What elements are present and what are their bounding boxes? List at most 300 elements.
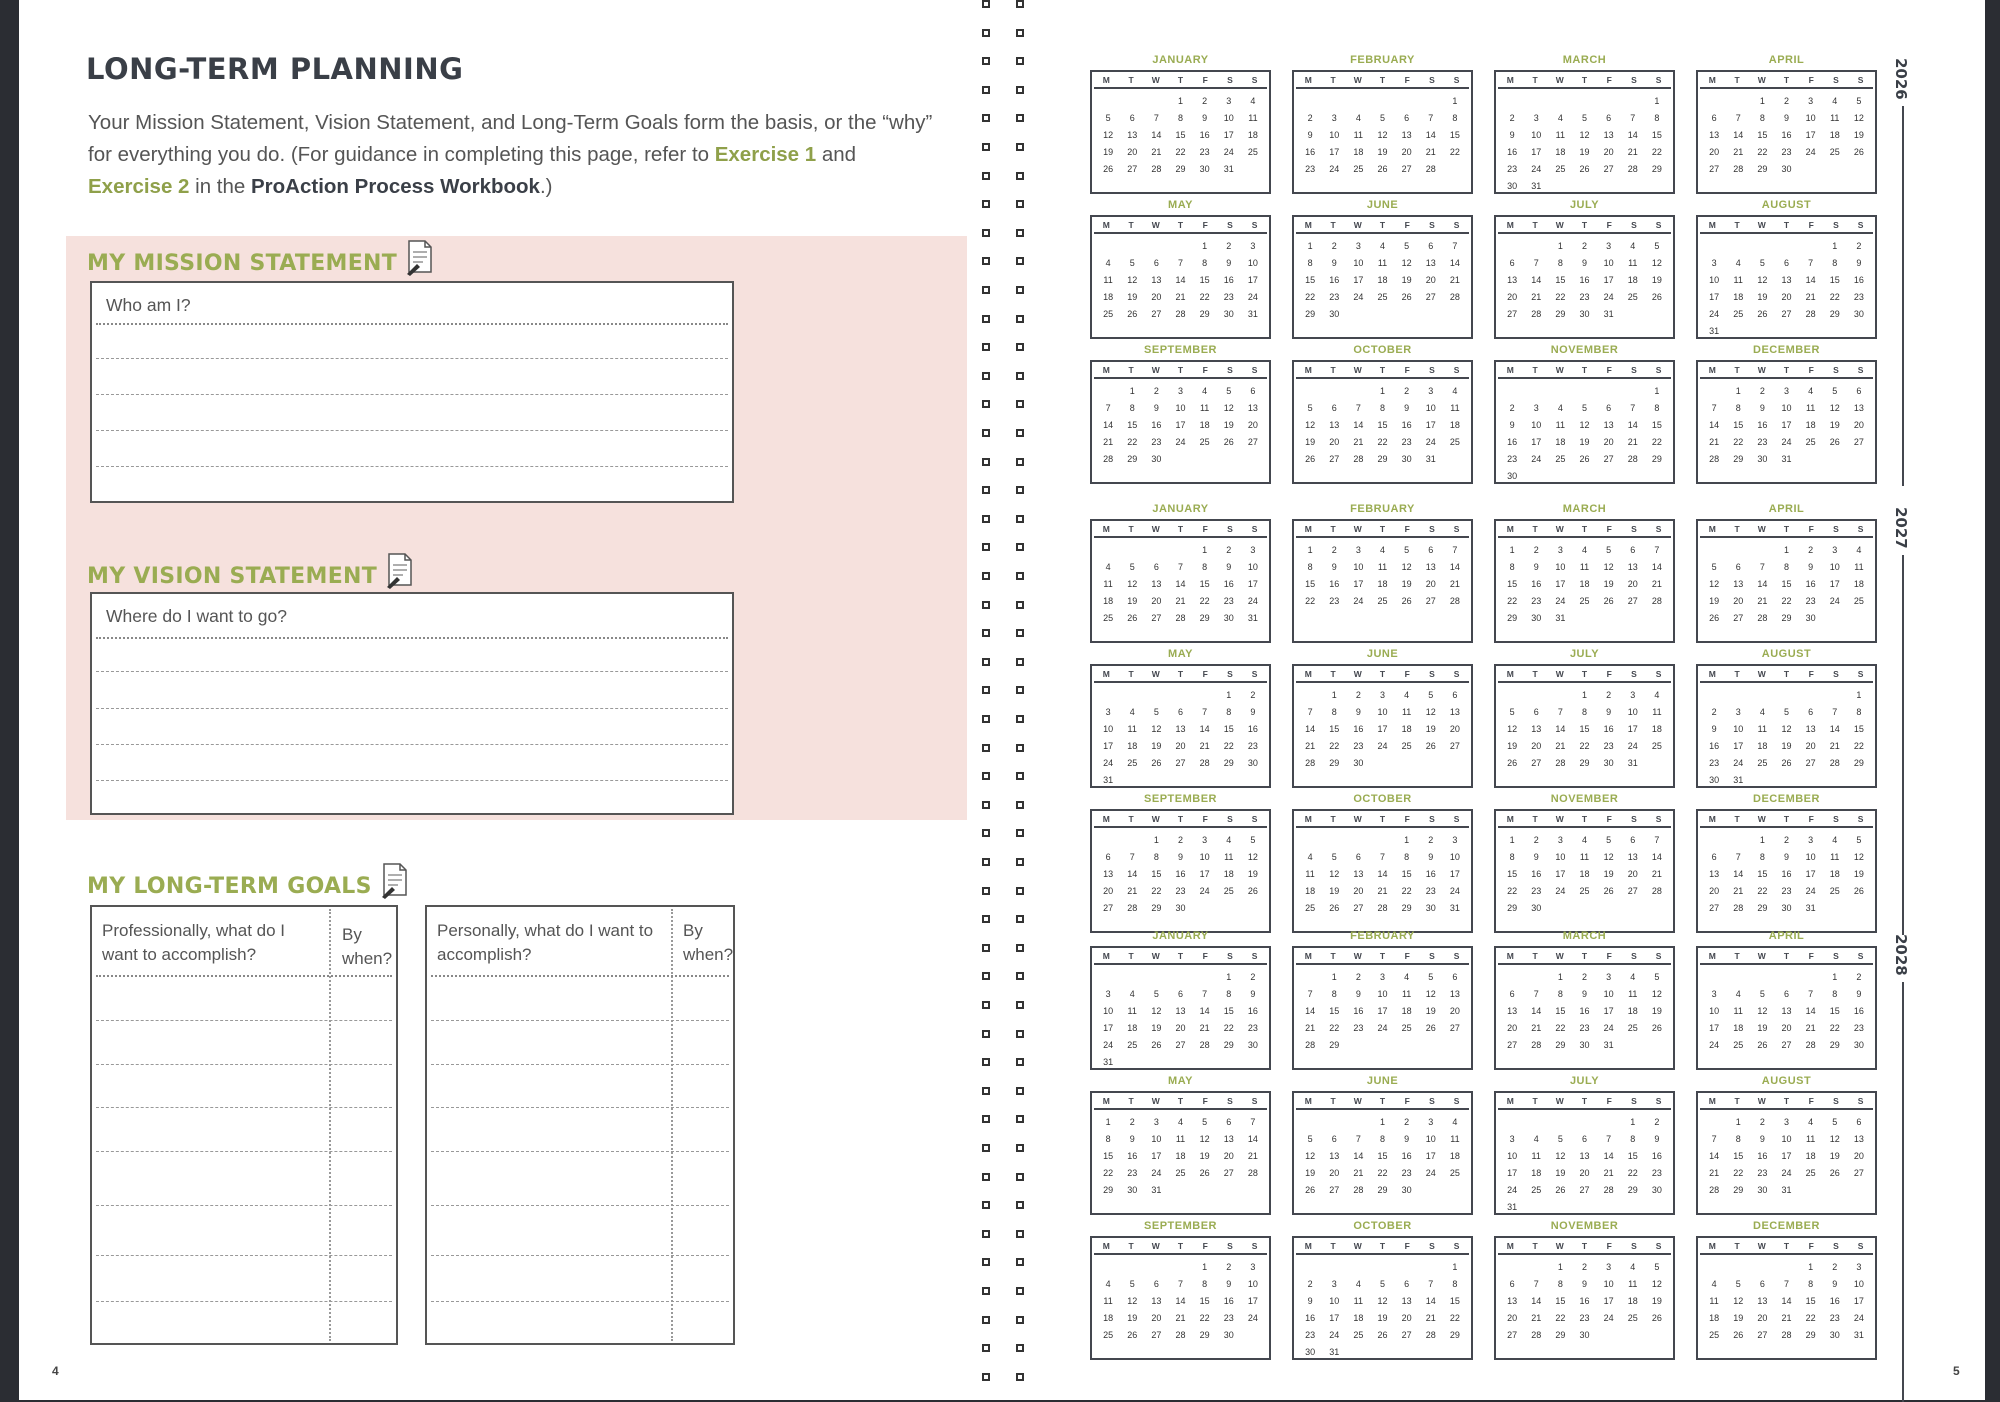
day-cell: 10	[1603, 989, 1614, 999]
day-cell-empty	[1298, 690, 1322, 707]
day-cell: 15	[1401, 869, 1412, 879]
day-cell: 21	[1603, 1168, 1614, 1178]
binding-hole	[1016, 629, 1024, 637]
day-cell: 30	[1853, 309, 1864, 319]
day-cell: 27	[1449, 1023, 1460, 1033]
day-cell: 14	[1733, 130, 1744, 140]
day-cell: 25	[1555, 164, 1566, 174]
day-cell: 29	[1305, 309, 1316, 319]
day-cell: 10	[1247, 258, 1258, 268]
day-cell: 12	[1401, 258, 1412, 268]
day-cell: 8	[1557, 1279, 1563, 1289]
day-cell: 27	[1627, 596, 1638, 606]
day-cell: 15	[1223, 1006, 1234, 1016]
day-cell: 6	[1129, 113, 1135, 123]
day-cell: 25	[1449, 437, 1460, 447]
weekday-label: F	[1202, 220, 1208, 230]
day-cell: 27	[1127, 164, 1138, 174]
spiral-binding	[967, 0, 1000, 1400]
day-grid	[1702, 96, 1871, 181]
day-cell: 13	[1627, 562, 1638, 572]
day-cell: 29	[1781, 613, 1792, 623]
day-cell-empty	[1144, 96, 1168, 113]
day-cell: 1	[1452, 96, 1458, 106]
day-cell: 7	[1202, 989, 1208, 999]
day-cell: 12	[1305, 1151, 1316, 1161]
binding-hole	[982, 486, 990, 494]
weekday-label: F	[1808, 1096, 1814, 1106]
day-cell: 5	[1581, 113, 1587, 123]
day-cell: 15	[1781, 579, 1792, 589]
day-cell: 25	[1579, 596, 1590, 606]
left-page	[19, 0, 967, 1400]
day-cell: 5	[1153, 707, 1159, 717]
day-cell: 18	[1829, 869, 1840, 879]
binding-hole	[1016, 601, 1024, 609]
weekday-label: T	[1783, 524, 1790, 534]
write-line	[96, 1255, 392, 1256]
weekday-label: W	[1151, 951, 1160, 961]
day-cell: 1	[1735, 1117, 1741, 1127]
day-cell: 23	[1651, 1168, 1662, 1178]
day-grid	[1702, 690, 1871, 792]
day-cell: 22	[1223, 741, 1234, 751]
write-line	[96, 394, 728, 395]
binding-hole	[1016, 257, 1024, 265]
day-cell: 12	[1507, 724, 1518, 734]
day-cell: 1	[1654, 96, 1660, 106]
month-grid-box	[1090, 1091, 1271, 1215]
day-cell: 7	[1735, 113, 1741, 123]
day-cell: 18	[1627, 1006, 1638, 1016]
weekday-header	[1700, 668, 1873, 683]
day-cell: 31	[1223, 164, 1234, 174]
day-cell: 18	[1247, 130, 1258, 140]
day-cell: 19	[1329, 886, 1340, 896]
day-cell: 12	[1757, 1006, 1768, 1016]
weekday-label: M	[1708, 1241, 1716, 1251]
weekday-label: F	[1808, 951, 1814, 961]
day-cell: 26	[1829, 1168, 1840, 1178]
day-cell: 24	[1329, 1330, 1340, 1340]
day-cell: 3	[1808, 96, 1814, 106]
day-cell: 28	[1555, 758, 1566, 768]
day-cell: 13	[1805, 724, 1816, 734]
day-cell: 28	[1425, 164, 1436, 174]
weekday-label: W	[1353, 365, 1362, 375]
write-line	[96, 1107, 392, 1108]
day-cell: 2	[1759, 386, 1765, 396]
weekday-header	[1094, 1095, 1267, 1110]
day-cell: 18	[1305, 886, 1316, 896]
weekday-label: T	[1177, 951, 1184, 961]
day-cell: 4	[1226, 835, 1232, 845]
year-label: 2026	[1892, 58, 1910, 100]
weekday-label: T	[1128, 814, 1134, 824]
day-cell: 9	[1759, 403, 1765, 413]
day-cell: 14	[1199, 1006, 1210, 1016]
day-cell: 2	[1428, 835, 1434, 845]
day-cell: 6	[1711, 113, 1717, 123]
day-cell: 1	[1759, 835, 1765, 845]
day-cell: 11	[1103, 275, 1113, 285]
month-grid-box	[1292, 70, 1473, 194]
day-cell: 31	[1853, 1330, 1864, 1340]
day-cell: 24	[1555, 596, 1566, 606]
weekday-label: M	[1304, 75, 1312, 85]
day-cell: 2	[1533, 835, 1539, 845]
day-cell: 23	[1507, 454, 1518, 464]
day-cell: 14	[1377, 869, 1388, 879]
month-name: JUNE	[1366, 199, 1399, 211]
day-cell: 12	[1151, 724, 1162, 734]
day-cell: 25	[1127, 758, 1138, 768]
day-cell: 21	[1425, 147, 1436, 157]
day-cell: 3	[1533, 403, 1539, 413]
mission-statement-box[interactable]	[90, 281, 734, 503]
day-cell: 19	[1377, 147, 1388, 157]
day-cell: 29	[1507, 903, 1518, 913]
day-cell: 19	[1603, 579, 1614, 589]
binding-hole	[982, 114, 990, 122]
day-cell: 21	[1247, 1151, 1258, 1161]
day-cell: 19	[1829, 1151, 1840, 1161]
day-cell: 4	[1129, 989, 1135, 999]
weekday-label: S	[1655, 524, 1662, 534]
day-cell: 20	[1329, 437, 1340, 447]
day-cell: 18	[1733, 292, 1744, 302]
weekday-label: T	[1177, 669, 1184, 679]
day-cell: 16	[1709, 741, 1720, 751]
day-cell: 29	[1757, 164, 1768, 174]
weekday-label: T	[1128, 1096, 1134, 1106]
weekday-header	[1700, 1095, 1873, 1110]
day-cell: 30	[1247, 1040, 1258, 1050]
day-cell: 21	[1709, 1168, 1720, 1178]
weekday-label: T	[1128, 951, 1134, 961]
day-cell: 19	[1223, 420, 1234, 430]
day-cell: 26	[1651, 1313, 1662, 1323]
weekday-label: W	[1151, 1096, 1160, 1106]
day-cell: 10	[1175, 403, 1186, 413]
day-cell-empty	[1799, 972, 1823, 989]
day-cell: 16	[1757, 1151, 1768, 1161]
day-cell: 7	[1177, 1279, 1183, 1289]
day-cell: 1	[1307, 545, 1313, 555]
day-cell: 6	[1105, 852, 1111, 862]
day-cell: 23	[1531, 596, 1542, 606]
day-cell: 19	[1103, 147, 1114, 157]
day-cell: 8	[1226, 989, 1232, 999]
day-cell: 9	[1783, 852, 1789, 862]
day-cell: 13	[1401, 1296, 1412, 1306]
day-cell: 10	[1805, 113, 1816, 123]
vision-statement-box[interactable]	[90, 592, 734, 815]
weekday-label: T	[1379, 951, 1386, 961]
write-line	[431, 1151, 729, 1152]
day-cell: 25	[1829, 147, 1840, 157]
day-cell: 8	[1307, 258, 1313, 268]
binding-hole	[982, 572, 990, 580]
day-cell: 3	[1783, 1117, 1789, 1127]
day-cell: 27	[1425, 596, 1436, 606]
binding-hole	[982, 1173, 990, 1181]
day-cell: 15	[1555, 1296, 1566, 1306]
day-cell: 2	[1177, 835, 1183, 845]
day-cell: 28	[1175, 613, 1186, 623]
day-cell: 25	[1651, 741, 1662, 751]
weekday-label: M	[1708, 951, 1716, 961]
day-cell: 15	[1127, 420, 1138, 430]
month-grid-box	[1090, 664, 1271, 788]
day-cell: 18	[1627, 1296, 1638, 1306]
day-cell: 26	[1555, 1185, 1566, 1195]
day-cell: 19	[1401, 579, 1412, 589]
day-cell: 8	[1105, 1134, 1111, 1144]
day-cell: 1	[1832, 972, 1838, 982]
day-cell: 27	[1329, 454, 1340, 464]
day-cell: 23	[1223, 1313, 1234, 1323]
day-cell: 21	[1353, 1168, 1364, 1178]
day-cell: 7	[1735, 852, 1741, 862]
weekday-header	[1498, 1240, 1671, 1255]
day-cell: 1	[1177, 96, 1183, 106]
weekday-label: T	[1734, 75, 1740, 85]
weekday-label: S	[1429, 75, 1435, 85]
day-cell: 1	[1630, 1117, 1636, 1127]
day-cell: 19	[1377, 1313, 1388, 1323]
day-cell: 13	[1151, 275, 1162, 285]
day-cell-empty	[1702, 241, 1726, 258]
day-cell: 30	[1223, 613, 1234, 623]
day-cell: 30	[1507, 181, 1518, 191]
day-cell: 3	[1105, 989, 1111, 999]
weekday-label: T	[1581, 814, 1588, 824]
day-cell: 23	[1781, 147, 1792, 157]
day-cell: 25	[1733, 309, 1744, 319]
day-cell: 12	[1127, 579, 1138, 589]
day-cell-empty	[1298, 1117, 1322, 1134]
month-name: NOVEMBER	[1550, 344, 1619, 356]
weekday-label: T	[1532, 1241, 1538, 1251]
weekday-label: T	[1734, 1241, 1740, 1251]
day-cell: 9	[1711, 724, 1717, 734]
day-cell: 30	[1805, 613, 1816, 623]
day-cell: 16	[1805, 579, 1816, 589]
weekday-label: M	[1506, 669, 1514, 679]
weekday-label: T	[1379, 365, 1386, 375]
day-cell: 11	[1628, 1279, 1638, 1289]
day-cell: 19	[1127, 1313, 1138, 1323]
day-cell: 13	[1627, 852, 1638, 862]
day-cell: 6	[1355, 852, 1361, 862]
day-cell: 14	[1353, 1151, 1364, 1161]
binding-hole	[1016, 1087, 1024, 1095]
day-cell: 5	[1404, 545, 1410, 555]
intro-text-2: and	[816, 143, 857, 166]
day-cell: 16	[1757, 420, 1768, 430]
day-cell: 17	[1555, 579, 1566, 589]
weekday-label: S	[1655, 814, 1662, 824]
day-cell: 22	[1199, 596, 1210, 606]
day-cell: 19	[1247, 869, 1258, 879]
day-cell-empty	[1702, 690, 1726, 707]
day-cell: 7	[1783, 1279, 1789, 1289]
day-cell: 25	[1305, 903, 1316, 913]
weekday-header	[1094, 668, 1267, 683]
day-cell: 24	[1151, 1168, 1162, 1178]
weekday-label: F	[1202, 75, 1208, 85]
day-cell: 4	[1581, 545, 1587, 555]
day-cell: 9	[1509, 420, 1515, 430]
weekday-label: F	[1808, 220, 1814, 230]
weekday-header	[1094, 523, 1267, 538]
day-cell: 6	[1630, 545, 1636, 555]
day-cell: 25	[1627, 1313, 1638, 1323]
day-cell: 7	[1606, 1134, 1612, 1144]
binding-hole	[1016, 1287, 1024, 1295]
day-cell: 11	[1579, 562, 1590, 572]
weekday-label: T	[1177, 75, 1184, 85]
weekday-label: M	[1708, 365, 1716, 375]
day-grid	[1500, 690, 1669, 775]
binding-hole	[1016, 543, 1024, 551]
day-cell: 6	[1331, 1134, 1337, 1144]
day-cell: 26	[1151, 1040, 1162, 1050]
day-cell: 28	[1733, 164, 1744, 174]
day-cell: 29	[1829, 1040, 1840, 1050]
day-cell: 27	[1733, 613, 1744, 623]
day-cell: 10	[1103, 724, 1114, 734]
day-cell: 21	[1103, 437, 1114, 447]
day-cell: 24	[1199, 886, 1210, 896]
day-cell-empty	[1370, 835, 1394, 852]
day-cell: 29	[1223, 1040, 1234, 1050]
day-cell: 6	[1606, 403, 1612, 413]
weekday-label: T	[1128, 524, 1134, 534]
day-cell: 22	[1757, 886, 1768, 896]
weekday-header	[1296, 813, 1469, 828]
day-cell: 14	[1151, 130, 1162, 140]
day-cell: 30	[1305, 1347, 1316, 1357]
write-line	[431, 1301, 729, 1302]
day-cell: 22	[1305, 292, 1316, 302]
day-cell: 2	[1654, 1117, 1660, 1127]
month-name: JULY	[1569, 1075, 1600, 1087]
weekday-label: F	[1606, 669, 1612, 679]
day-cell: 18	[1627, 275, 1638, 285]
day-cell: 9	[1606, 707, 1612, 717]
day-cell: 19	[1151, 1023, 1162, 1033]
day-cell: 4	[1379, 545, 1385, 555]
day-cell: 10	[1507, 1151, 1518, 1161]
binding-hole	[982, 172, 990, 180]
day-cell: 19	[1305, 1168, 1316, 1178]
day-cell: 11	[1555, 130, 1566, 140]
day-cell: 24	[1627, 741, 1638, 751]
day-cell: 5	[1832, 386, 1838, 396]
day-cell: 20	[1781, 1023, 1792, 1033]
day-cell: 1	[1129, 386, 1135, 396]
month-name: MARCH	[1562, 930, 1607, 942]
day-cell: 24	[1507, 1185, 1518, 1195]
day-cell-empty	[1702, 545, 1726, 562]
weekday-label: T	[1330, 951, 1336, 961]
day-cell: 30	[1781, 903, 1792, 913]
day-cell: 5	[1404, 241, 1410, 251]
month-grid-box	[1292, 360, 1473, 484]
day-cell-empty	[1370, 1262, 1394, 1279]
day-cell: 17	[1199, 869, 1210, 879]
day-cell: 25	[1449, 1168, 1460, 1178]
professional-goals-table[interactable]	[90, 905, 398, 1345]
day-cell: 18	[1757, 741, 1768, 751]
day-cell: 24	[1223, 147, 1234, 157]
day-cell: 10	[1531, 130, 1542, 140]
day-cell: 30	[1853, 1040, 1864, 1050]
right-page	[1000, 0, 1985, 1400]
weekday-label: F	[1202, 814, 1208, 824]
weekday-header	[1700, 364, 1873, 379]
day-cell: 10	[1603, 1279, 1614, 1289]
day-cell: 2	[1759, 1117, 1765, 1127]
day-cell: 31	[1781, 1185, 1792, 1195]
weekday-label: M	[1304, 951, 1312, 961]
write-line	[431, 1020, 729, 1021]
binding-hole	[1016, 114, 1024, 122]
weekday-label: T	[1581, 1241, 1588, 1251]
weekday-label: M	[1506, 365, 1514, 375]
day-cell: 28	[1709, 1185, 1720, 1195]
day-cell: 18	[1733, 1023, 1744, 1033]
day-cell: 6	[1711, 852, 1717, 862]
day-cell: 18	[1709, 1313, 1720, 1323]
day-cell: 14	[1305, 1006, 1316, 1016]
day-cell: 15	[1829, 275, 1840, 285]
day-cell: 23	[1781, 886, 1792, 896]
day-cell: 9	[1856, 989, 1862, 999]
day-cell: 24	[1805, 886, 1816, 896]
weekday-header	[1700, 950, 1873, 965]
day-cell: 5	[1654, 1262, 1660, 1272]
day-cell: 31	[1425, 454, 1436, 464]
binding-hole	[982, 972, 990, 980]
day-cell: 17	[1805, 130, 1816, 140]
day-cell: 17	[1377, 724, 1388, 734]
day-cell: 11	[1377, 258, 1388, 268]
month-grid-box	[1090, 70, 1271, 194]
day-cell: 28	[1377, 903, 1388, 913]
binding-hole	[1016, 343, 1024, 351]
weekday-header	[1498, 364, 1671, 379]
day-cell: 1	[1509, 835, 1515, 845]
day-cell: 11	[1854, 562, 1864, 572]
day-cell: 6	[1452, 690, 1458, 700]
day-cell: 4	[1630, 972, 1636, 982]
day-cell: 6	[1856, 386, 1862, 396]
day-cell: 14	[1829, 724, 1840, 734]
day-grid	[1702, 835, 1871, 920]
day-cell: 27	[1175, 758, 1186, 768]
day-cell: 4	[1808, 386, 1814, 396]
weekday-label: T	[1532, 365, 1538, 375]
month-name: NOVEMBER	[1550, 1220, 1619, 1232]
weekday-label: S	[1429, 220, 1435, 230]
day-cell: 5	[1307, 1134, 1313, 1144]
month-grid-box	[1494, 1236, 1675, 1360]
personal-goals-table[interactable]	[425, 905, 735, 1345]
weekday-label: M	[1304, 220, 1312, 230]
